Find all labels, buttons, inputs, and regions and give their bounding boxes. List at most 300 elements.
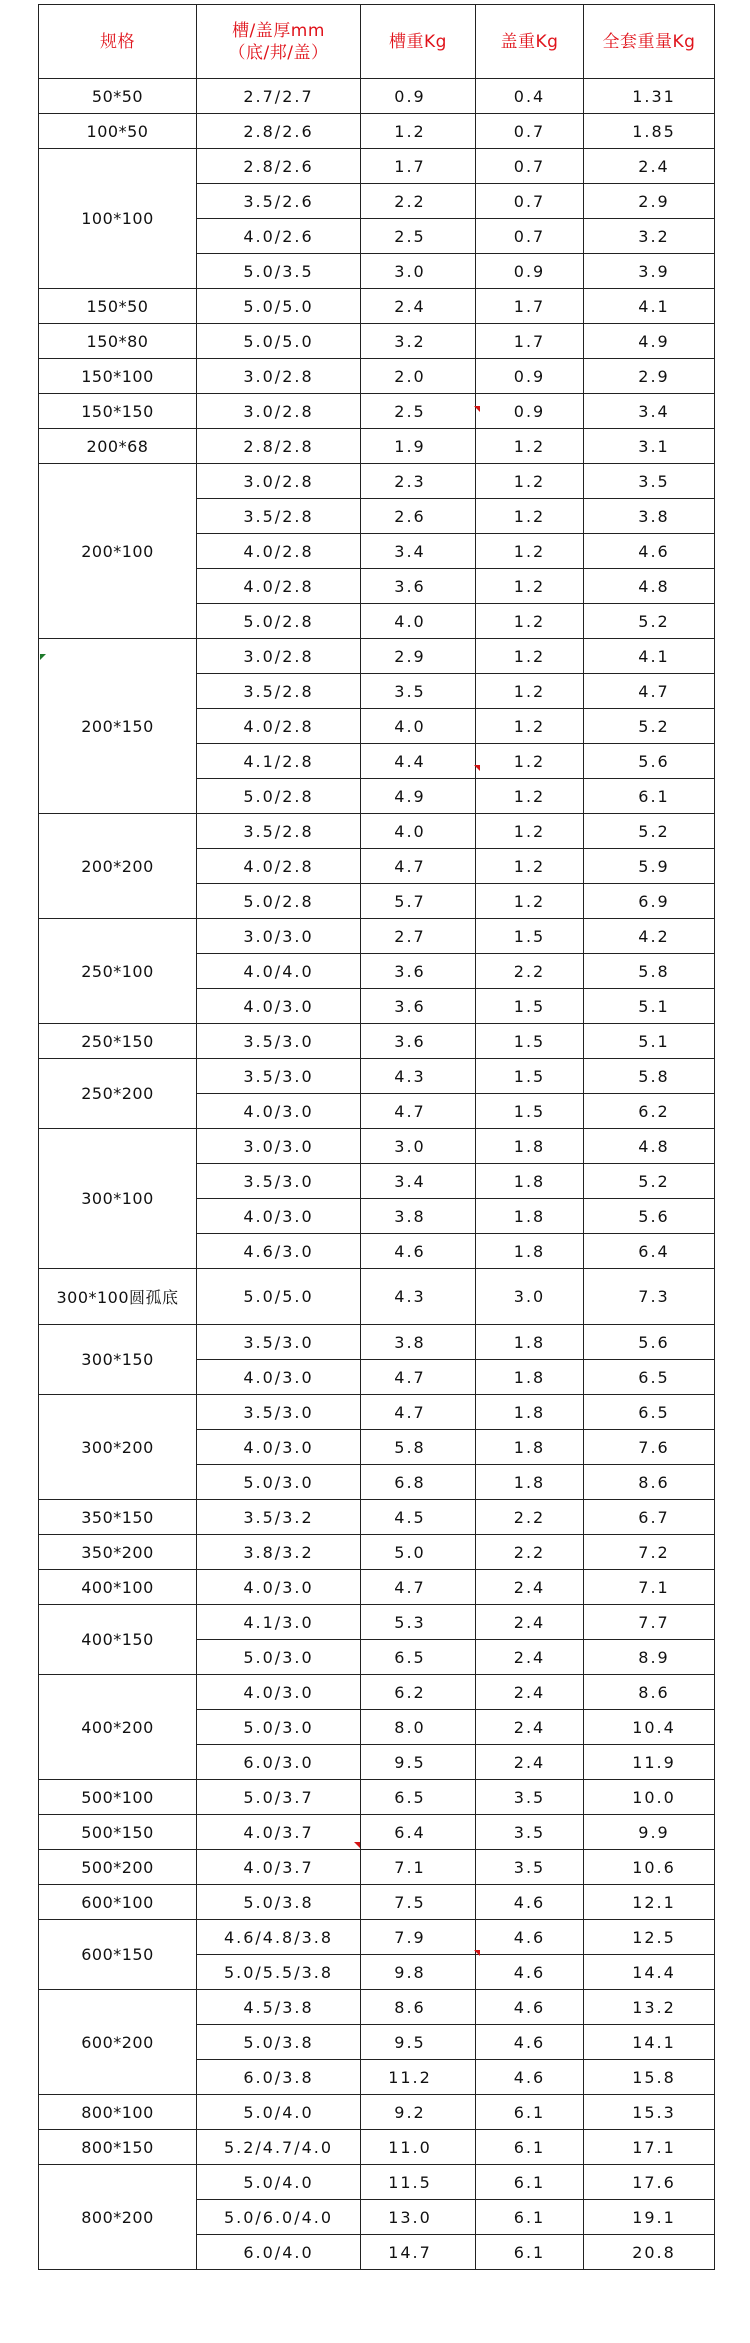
thickness-cell: 3.0/2.8 xyxy=(197,639,361,674)
trough-weight-cell: 4.7 xyxy=(361,1360,476,1395)
cover-weight-cell: 1.2 xyxy=(476,569,584,604)
trough-weight-cell: 1.7 xyxy=(361,149,476,184)
table-row xyxy=(39,289,715,324)
trough-weight-cell: 2.3 xyxy=(361,464,476,499)
trough-weight-cell: 4.9 xyxy=(361,779,476,814)
thickness-cell: 5.0/5.0 xyxy=(197,1269,361,1325)
table-row xyxy=(39,1325,715,1360)
spec-cell: 800*200 xyxy=(39,2165,197,2270)
thickness-cell: 3.0/2.8 xyxy=(197,464,361,499)
spec-cell: 600*150 xyxy=(39,1920,197,1990)
spec-cell: 300*200 xyxy=(39,1395,197,1500)
table-row xyxy=(39,324,715,359)
cover-weight-cell: 0.9 xyxy=(476,359,584,394)
cover-weight-cell: 1.2 xyxy=(476,534,584,569)
trough-weight-cell: 2.7 xyxy=(361,919,476,954)
total-weight-cell: 5.1 xyxy=(584,989,715,1024)
thickness-cell: 4.0/2.8 xyxy=(197,709,361,744)
trough-weight-cell: 3.4 xyxy=(361,1164,476,1199)
cover-weight-cell: 1.8 xyxy=(476,1129,584,1164)
trough-weight-cell: 3.5 xyxy=(361,674,476,709)
cover-weight-cell: 1.5 xyxy=(476,1059,584,1094)
table-row xyxy=(39,429,715,464)
thickness-cell: 3.0/2.8 xyxy=(197,394,361,429)
total-weight-cell: 7.7 xyxy=(584,1605,715,1640)
total-weight-cell: 6.4 xyxy=(584,1234,715,1269)
thickness-cell: 4.0/3.0 xyxy=(197,989,361,1024)
cover-weight-cell: 2.4 xyxy=(476,1675,584,1710)
trough-weight-cell: 5.0 xyxy=(361,1535,476,1570)
cover-weight-cell: 1.2 xyxy=(476,674,584,709)
total-weight-cell: 3.5 xyxy=(584,464,715,499)
cover-weight-cell: 3.5 xyxy=(476,1780,584,1815)
thickness-cell: 3.5/2.6 xyxy=(197,184,361,219)
table-row xyxy=(39,1059,715,1094)
cover-weight-cell: 2.2 xyxy=(476,1535,584,1570)
trough-weight-cell: 2.6 xyxy=(361,499,476,534)
spec-cell: 200*200 xyxy=(39,814,197,919)
total-weight-cell: 6.5 xyxy=(584,1360,715,1395)
trough-weight-cell: 5.7 xyxy=(361,884,476,919)
trough-weight-cell: 0.9 xyxy=(361,79,476,114)
total-weight-cell: 12.1 xyxy=(584,1885,715,1920)
cover-weight-cell: 1.7 xyxy=(476,289,584,324)
cover-weight-cell: 6.1 xyxy=(476,2165,584,2200)
cover-weight-cell: 0.4 xyxy=(476,79,584,114)
spec-cell: 200*150 xyxy=(39,639,197,814)
trough-weight-cell: 8.0 xyxy=(361,1710,476,1745)
trough-weight-cell: 4.7 xyxy=(361,849,476,884)
total-weight-cell: 11.9 xyxy=(584,1745,715,1780)
total-weight-cell: 19.1 xyxy=(584,2200,715,2235)
cover-weight-cell: 0.9 xyxy=(476,394,584,429)
header-thickness xyxy=(197,5,361,79)
thickness-cell: 3.5/3.0 xyxy=(197,1024,361,1059)
trough-weight-cell: 6.5 xyxy=(361,1640,476,1675)
trough-weight-cell: 4.0 xyxy=(361,709,476,744)
thickness-cell: 3.5/2.8 xyxy=(197,814,361,849)
cover-weight-cell: 4.6 xyxy=(476,1920,584,1955)
thickness-cell: 4.0/3.0 xyxy=(197,1675,361,1710)
trough-weight-cell: 4.7 xyxy=(361,1570,476,1605)
thickness-cell: 3.0/3.0 xyxy=(197,919,361,954)
thickness-cell: 5.0/2.8 xyxy=(197,604,361,639)
cover-weight-cell: 0.7 xyxy=(476,114,584,149)
thickness-cell: 3.5/3.0 xyxy=(197,1059,361,1094)
thickness-cell: 3.0/3.0 xyxy=(197,1129,361,1164)
trough-weight-cell: 11.2 xyxy=(361,2060,476,2095)
spec-cell: 300*100圆孤底 xyxy=(39,1269,197,1325)
thickness-cell: 5.0/3.0 xyxy=(197,1640,361,1675)
total-weight-cell: 5.6 xyxy=(584,1325,715,1360)
thickness-cell: 5.0/3.8 xyxy=(197,1885,361,1920)
thickness-cell: 2.8/2.6 xyxy=(197,114,361,149)
thickness-cell: 3.5/2.8 xyxy=(197,499,361,534)
trough-weight-cell: 2.9 xyxy=(361,639,476,674)
total-weight-cell: 4.8 xyxy=(584,1129,715,1164)
total-weight-cell: 5.2 xyxy=(584,1164,715,1199)
spec-cell: 200*68 xyxy=(39,429,197,464)
cover-weight-cell: 1.5 xyxy=(476,1094,584,1129)
total-weight-cell: 6.1 xyxy=(584,779,715,814)
thickness-cell: 5.0/3.7 xyxy=(197,1780,361,1815)
total-weight-cell: 8.6 xyxy=(584,1675,715,1710)
cell-marker xyxy=(474,406,480,412)
cover-weight-cell: 1.8 xyxy=(476,1199,584,1234)
cover-weight-cell: 1.8 xyxy=(476,1430,584,1465)
cover-weight-cell: 1.2 xyxy=(476,814,584,849)
trough-weight-cell: 7.5 xyxy=(361,1885,476,1920)
table-row xyxy=(39,2130,715,2165)
total-weight-cell: 13.2 xyxy=(584,1990,715,2025)
trough-weight-cell: 3.6 xyxy=(361,954,476,989)
total-weight-cell: 20.8 xyxy=(584,2235,715,2270)
thickness-cell: 4.0/4.0 xyxy=(197,954,361,989)
total-weight-cell: 4.8 xyxy=(584,569,715,604)
trough-weight-cell: 5.8 xyxy=(361,1430,476,1465)
trough-weight-cell: 3.8 xyxy=(361,1325,476,1360)
thickness-cell: 3.8/3.2 xyxy=(197,1535,361,1570)
cover-weight-cell: 6.1 xyxy=(476,2130,584,2165)
cover-weight-cell: 2.2 xyxy=(476,1500,584,1535)
total-weight-cell: 4.2 xyxy=(584,919,715,954)
thickness-cell: 2.8/2.8 xyxy=(197,429,361,464)
total-weight-cell: 3.8 xyxy=(584,499,715,534)
cover-weight-cell: 4.6 xyxy=(476,1990,584,2025)
cover-weight-cell: 3.0 xyxy=(476,1269,584,1325)
thickness-cell: 2.8/2.6 xyxy=(197,149,361,184)
spec-cell: 150*100 xyxy=(39,359,197,394)
thickness-cell: 6.0/3.8 xyxy=(197,2060,361,2095)
trough-weight-cell: 9.5 xyxy=(361,2025,476,2060)
table-row xyxy=(39,1535,715,1570)
trough-weight-cell: 2.2 xyxy=(361,184,476,219)
cover-weight-cell: 1.8 xyxy=(476,1360,584,1395)
cover-weight-cell: 1.7 xyxy=(476,324,584,359)
cover-weight-cell: 4.6 xyxy=(476,1885,584,1920)
total-weight-cell: 17.6 xyxy=(584,2165,715,2200)
cover-weight-cell: 1.2 xyxy=(476,499,584,534)
thickness-cell: 5.0/3.0 xyxy=(197,1710,361,1745)
cell-marker xyxy=(40,654,46,660)
total-weight-cell: 7.2 xyxy=(584,1535,715,1570)
thickness-cell: 6.0/4.0 xyxy=(197,2235,361,2270)
thickness-cell: 5.0/5.5/3.8 xyxy=(197,1955,361,1990)
spec-cell: 600*100 xyxy=(39,1885,197,1920)
total-weight-cell: 2.4 xyxy=(584,149,715,184)
table-row xyxy=(39,394,715,429)
total-weight-cell: 1.85 xyxy=(584,114,715,149)
header-trough-weight: 槽重Kg xyxy=(361,5,476,79)
cover-weight-cell: 0.7 xyxy=(476,219,584,254)
cover-weight-cell: 1.2 xyxy=(476,464,584,499)
cover-weight-cell: 1.2 xyxy=(476,884,584,919)
thickness-cell: 4.0/3.0 xyxy=(197,1430,361,1465)
total-weight-cell: 7.3 xyxy=(584,1269,715,1325)
thickness-cell: 5.0/5.0 xyxy=(197,324,361,359)
thickness-cell: 3.5/3.0 xyxy=(197,1325,361,1360)
trough-weight-cell: 11.0 xyxy=(361,2130,476,2165)
cell-marker xyxy=(474,1950,480,1956)
spec-cell: 500*150 xyxy=(39,1815,197,1850)
thickness-cell: 4.6/3.0 xyxy=(197,1234,361,1269)
trough-weight-cell: 6.2 xyxy=(361,1675,476,1710)
thickness-cell: 5.0/4.0 xyxy=(197,2095,361,2130)
total-weight-cell: 3.2 xyxy=(584,219,715,254)
thickness-cell: 2.7/2.7 xyxy=(197,79,361,114)
trough-weight-cell: 4.7 xyxy=(361,1094,476,1129)
thickness-cell: 5.0/4.0 xyxy=(197,2165,361,2200)
spec-cell: 100*100 xyxy=(39,149,197,289)
cover-weight-cell: 4.6 xyxy=(476,2060,584,2095)
table-row xyxy=(39,2095,715,2130)
spec-cell: 400*150 xyxy=(39,1605,197,1675)
table-row xyxy=(39,1990,715,2025)
cover-weight-cell: 1.5 xyxy=(476,919,584,954)
table-row xyxy=(39,919,715,954)
table-row xyxy=(39,1500,715,1535)
total-weight-cell: 8.9 xyxy=(584,1640,715,1675)
cover-weight-cell: 1.8 xyxy=(476,1395,584,1430)
trough-weight-cell: 6.4 xyxy=(361,1815,476,1850)
cover-weight-cell: 1.5 xyxy=(476,1024,584,1059)
thickness-cell: 4.0/3.7 xyxy=(197,1815,361,1850)
table-row xyxy=(39,1269,715,1325)
spec-cell: 50*50 xyxy=(39,79,197,114)
table-row xyxy=(39,149,715,184)
cover-weight-cell: 1.2 xyxy=(476,779,584,814)
trough-weight-cell: 14.7 xyxy=(361,2235,476,2270)
thickness-cell: 4.1/2.8 xyxy=(197,744,361,779)
trough-weight-cell: 3.6 xyxy=(361,569,476,604)
cover-weight-cell: 6.1 xyxy=(476,2200,584,2235)
total-weight-cell: 2.9 xyxy=(584,184,715,219)
trough-weight-cell: 3.0 xyxy=(361,254,476,289)
table-row xyxy=(39,79,715,114)
cover-weight-cell: 2.4 xyxy=(476,1640,584,1675)
header-spec: 规格 xyxy=(39,5,197,79)
total-weight-cell: 3.1 xyxy=(584,429,715,464)
spec-cell: 150*80 xyxy=(39,324,197,359)
spec-cell: 150*150 xyxy=(39,394,197,429)
trough-weight-cell: 3.8 xyxy=(361,1199,476,1234)
thickness-cell: 5.0/3.8 xyxy=(197,2025,361,2060)
spec-cell: 300*100 xyxy=(39,1129,197,1269)
header-thickness-line1: 槽/盖厚mm xyxy=(232,20,325,41)
thickness-cell: 4.0/3.0 xyxy=(197,1094,361,1129)
cover-weight-cell: 1.2 xyxy=(476,849,584,884)
trough-weight-cell: 4.6 xyxy=(361,1234,476,1269)
trough-weight-cell: 3.6 xyxy=(361,989,476,1024)
total-weight-cell: 5.8 xyxy=(584,1059,715,1094)
thickness-cell: 4.0/3.0 xyxy=(197,1570,361,1605)
trough-weight-cell: 9.2 xyxy=(361,2095,476,2130)
thickness-cell: 3.5/3.0 xyxy=(197,1164,361,1199)
table-row xyxy=(39,1605,715,1640)
cover-weight-cell: 1.2 xyxy=(476,429,584,464)
cover-weight-cell: 1.8 xyxy=(476,1465,584,1500)
total-weight-cell: 7.1 xyxy=(584,1570,715,1605)
cover-weight-cell: 1.5 xyxy=(476,989,584,1024)
trough-weight-cell: 7.9 xyxy=(361,1920,476,1955)
spec-cell: 350*150 xyxy=(39,1500,197,1535)
cover-weight-cell: 3.5 xyxy=(476,1815,584,1850)
trough-weight-cell: 4.0 xyxy=(361,604,476,639)
total-weight-cell: 10.0 xyxy=(584,1780,715,1815)
spec-cell: 800*150 xyxy=(39,2130,197,2165)
thickness-cell: 3.5/3.2 xyxy=(197,1500,361,1535)
cover-weight-cell: 1.2 xyxy=(476,604,584,639)
spec-cell: 200*100 xyxy=(39,464,197,639)
thickness-cell: 4.0/2.6 xyxy=(197,219,361,254)
table-row xyxy=(39,1920,715,1955)
spec-cell: 300*150 xyxy=(39,1325,197,1395)
total-weight-cell: 15.8 xyxy=(584,2060,715,2095)
trough-weight-cell: 6.8 xyxy=(361,1465,476,1500)
table-row xyxy=(39,814,715,849)
trough-weight-cell: 2.5 xyxy=(361,219,476,254)
total-weight-cell: 6.2 xyxy=(584,1094,715,1129)
cover-weight-cell: 6.1 xyxy=(476,2235,584,2270)
table-row xyxy=(39,1850,715,1885)
thickness-cell: 4.0/2.8 xyxy=(197,849,361,884)
total-weight-cell: 6.7 xyxy=(584,1500,715,1535)
total-weight-cell: 4.9 xyxy=(584,324,715,359)
trough-weight-cell: 4.7 xyxy=(361,1395,476,1430)
cover-weight-cell: 2.2 xyxy=(476,954,584,989)
cover-weight-cell: 1.8 xyxy=(476,1234,584,1269)
total-weight-cell: 17.1 xyxy=(584,2130,715,2165)
thickness-cell: 4.1/3.0 xyxy=(197,1605,361,1640)
thickness-cell: 5.0/2.8 xyxy=(197,884,361,919)
total-weight-cell: 7.6 xyxy=(584,1430,715,1465)
trough-weight-cell: 9.8 xyxy=(361,1955,476,1990)
total-weight-cell: 9.9 xyxy=(584,1815,715,1850)
cover-weight-cell: 1.8 xyxy=(476,1325,584,1360)
cover-weight-cell: 3.5 xyxy=(476,1850,584,1885)
total-weight-cell: 3.4 xyxy=(584,394,715,429)
thickness-cell: 5.0/6.0/4.0 xyxy=(197,2200,361,2235)
cover-weight-cell: 1.2 xyxy=(476,709,584,744)
table-row xyxy=(39,1395,715,1430)
table-row xyxy=(39,639,715,674)
spec-cell: 150*50 xyxy=(39,289,197,324)
total-weight-cell: 8.6 xyxy=(584,1465,715,1500)
trough-weight-cell: 2.4 xyxy=(361,289,476,324)
thickness-cell: 5.2/4.7/4.0 xyxy=(197,2130,361,2165)
table-row xyxy=(39,1885,715,1920)
thickness-cell: 4.0/3.7 xyxy=(197,1850,361,1885)
cover-weight-cell: 0.7 xyxy=(476,149,584,184)
table-row xyxy=(39,114,715,149)
cover-weight-cell: 2.4 xyxy=(476,1745,584,1780)
thickness-cell: 4.6/4.8/3.8 xyxy=(197,1920,361,1955)
trough-weight-cell: 3.6 xyxy=(361,1024,476,1059)
table-row xyxy=(39,464,715,499)
table-row xyxy=(39,1570,715,1605)
table-row xyxy=(39,1675,715,1710)
cover-weight-cell: 2.4 xyxy=(476,1710,584,1745)
total-weight-cell: 14.1 xyxy=(584,2025,715,2060)
trough-weight-cell: 4.4 xyxy=(361,744,476,779)
thickness-cell: 4.0/3.0 xyxy=(197,1199,361,1234)
thickness-cell: 3.5/2.8 xyxy=(197,674,361,709)
trough-weight-cell: 4.3 xyxy=(361,1059,476,1094)
spec-cell: 400*100 xyxy=(39,1570,197,1605)
cover-weight-cell: 2.4 xyxy=(476,1570,584,1605)
table-row xyxy=(39,2165,715,2200)
spec-cell: 100*50 xyxy=(39,114,197,149)
cover-weight-cell: 0.9 xyxy=(476,254,584,289)
table-row xyxy=(39,359,715,394)
cover-weight-cell: 1.2 xyxy=(476,744,584,779)
total-weight-cell: 5.9 xyxy=(584,849,715,884)
cover-weight-cell: 0.7 xyxy=(476,184,584,219)
table-row xyxy=(39,1815,715,1850)
trough-weight-cell: 6.5 xyxy=(361,1780,476,1815)
trough-weight-cell: 11.5 xyxy=(361,2165,476,2200)
thickness-cell: 4.0/2.8 xyxy=(197,569,361,604)
trough-weight-cell: 4.5 xyxy=(361,1500,476,1535)
thickness-cell: 6.0/3.0 xyxy=(197,1745,361,1780)
trough-weight-cell: 1.2 xyxy=(361,114,476,149)
trough-weight-cell: 2.0 xyxy=(361,359,476,394)
trough-weight-cell: 4.3 xyxy=(361,1269,476,1325)
total-weight-cell: 10.4 xyxy=(584,1710,715,1745)
cell-marker xyxy=(354,1842,360,1848)
trough-weight-cell: 8.6 xyxy=(361,1990,476,2025)
thickness-cell: 3.0/2.8 xyxy=(197,359,361,394)
table-row xyxy=(39,1129,715,1164)
thickness-cell: 4.0/3.0 xyxy=(197,1360,361,1395)
table-row xyxy=(39,1024,715,1059)
total-weight-cell: 5.6 xyxy=(584,744,715,779)
thickness-cell: 5.0/3.5 xyxy=(197,254,361,289)
total-weight-cell: 15.3 xyxy=(584,2095,715,2130)
spec-cell: 350*200 xyxy=(39,1535,197,1570)
trough-weight-cell: 2.5 xyxy=(361,394,476,429)
spec-cell: 250*150 xyxy=(39,1024,197,1059)
thickness-cell: 4.0/2.8 xyxy=(197,534,361,569)
total-weight-cell: 5.1 xyxy=(584,1024,715,1059)
cover-weight-cell: 4.6 xyxy=(476,2025,584,2060)
spec-cell: 250*100 xyxy=(39,919,197,1024)
cover-weight-cell: 2.4 xyxy=(476,1605,584,1640)
total-weight-cell: 1.31 xyxy=(584,79,715,114)
spec-cell: 500*100 xyxy=(39,1780,197,1815)
trough-weight-cell: 7.1 xyxy=(361,1850,476,1885)
spec-cell: 800*100 xyxy=(39,2095,197,2130)
cover-weight-cell: 1.8 xyxy=(476,1164,584,1199)
header-cover-weight: 盖重Kg xyxy=(476,5,584,79)
thickness-cell: 5.0/2.8 xyxy=(197,779,361,814)
spec-cell: 500*200 xyxy=(39,1850,197,1885)
cell-marker xyxy=(474,765,480,771)
trough-weight-cell: 1.9 xyxy=(361,429,476,464)
total-weight-cell: 4.1 xyxy=(584,289,715,324)
trough-weight-cell: 9.5 xyxy=(361,1745,476,1780)
cover-weight-cell: 1.2 xyxy=(476,639,584,674)
total-weight-cell: 12.5 xyxy=(584,1920,715,1955)
total-weight-cell: 6.9 xyxy=(584,884,715,919)
total-weight-cell: 5.8 xyxy=(584,954,715,989)
total-weight-cell: 6.5 xyxy=(584,1395,715,1430)
total-weight-cell: 5.6 xyxy=(584,1199,715,1234)
total-weight-cell: 4.6 xyxy=(584,534,715,569)
spec-cell: 600*200 xyxy=(39,1990,197,2095)
trough-weight-cell: 4.0 xyxy=(361,814,476,849)
header-thickness-line2: （底/邦/盖） xyxy=(228,42,329,63)
